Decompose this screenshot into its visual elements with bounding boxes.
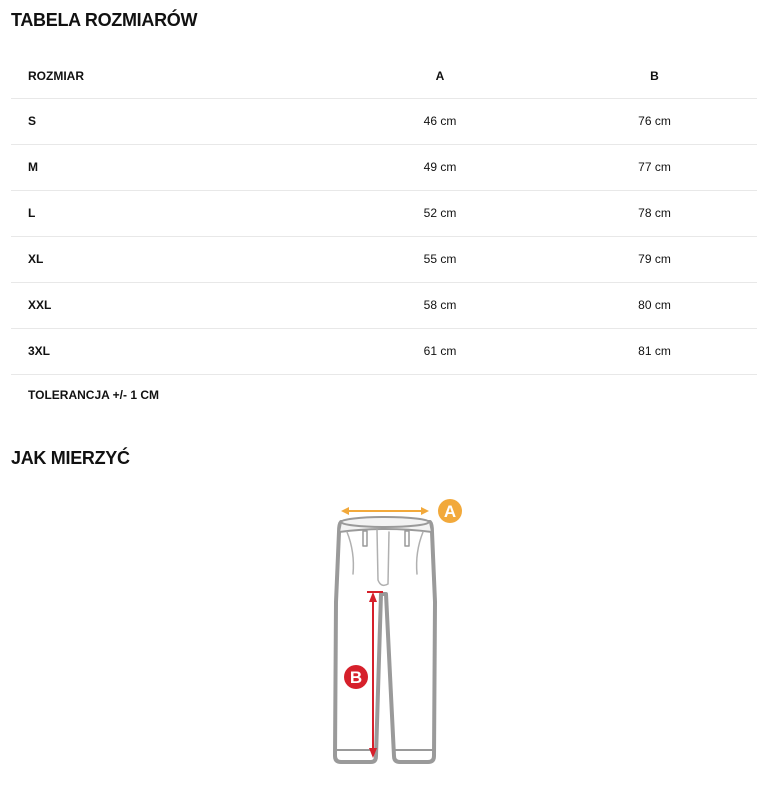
- table-row: [11, 236, 757, 282]
- column-header-b: B: [650, 69, 659, 84]
- tolerance-note: TOLERANCJA +/- 1 CM: [28, 388, 160, 403]
- size-cell: XXL: [28, 298, 52, 312]
- marker-a-label: A: [443, 502, 457, 521]
- table-header-row: [11, 55, 757, 98]
- belt-loop: [405, 531, 409, 546]
- table-row: [11, 98, 757, 144]
- table-row: [11, 190, 757, 236]
- marker-b-label: B: [349, 668, 363, 687]
- measure-a-cell: 58 cm: [423, 298, 457, 312]
- arrow-a-left-head: [341, 507, 349, 515]
- table-row: [11, 144, 757, 190]
- size-cell: XL: [28, 252, 44, 266]
- how-to-measure-title: JAK MIERZYĆ: [11, 448, 130, 468]
- trousers-outline: [335, 517, 435, 762]
- measure-a-cell: 61 cm: [423, 344, 457, 358]
- measure-b-cell: 80 cm: [638, 298, 671, 312]
- measure-b-cell: 76 cm: [638, 114, 671, 128]
- size-cell: 3XL: [28, 344, 51, 358]
- belt-loop: [363, 531, 367, 546]
- measure-b-cell: 79 cm: [638, 252, 671, 266]
- column-header-size: ROZMIAR: [28, 69, 84, 84]
- waist-opening: [341, 517, 429, 527]
- trousers-measurement-diagram: [325, 492, 475, 772]
- size-table-title: TABELA ROZMIARÓW: [11, 10, 198, 30]
- table-row: [11, 282, 757, 328]
- column-header-a: A: [435, 69, 445, 84]
- size-cell: L: [28, 206, 36, 220]
- measure-a-cell: 55 cm: [423, 252, 457, 266]
- size-cell: M: [28, 160, 38, 174]
- size-table: [11, 55, 757, 416]
- measure-a-cell: 49 cm: [423, 160, 457, 174]
- measure-b-cell: 77 cm: [638, 160, 671, 174]
- table-row: [11, 328, 757, 374]
- trousers-shell: [335, 522, 435, 762]
- arrow-a-right-head: [421, 507, 429, 515]
- measure-b-cell: 78 cm: [638, 206, 671, 220]
- measure-a-cell: 52 cm: [423, 206, 457, 220]
- measure-b-cell: 81 cm: [638, 344, 671, 358]
- measure-a-cell: 46 cm: [423, 114, 457, 128]
- tolerance-row: [11, 374, 757, 416]
- size-cell: S: [28, 114, 37, 128]
